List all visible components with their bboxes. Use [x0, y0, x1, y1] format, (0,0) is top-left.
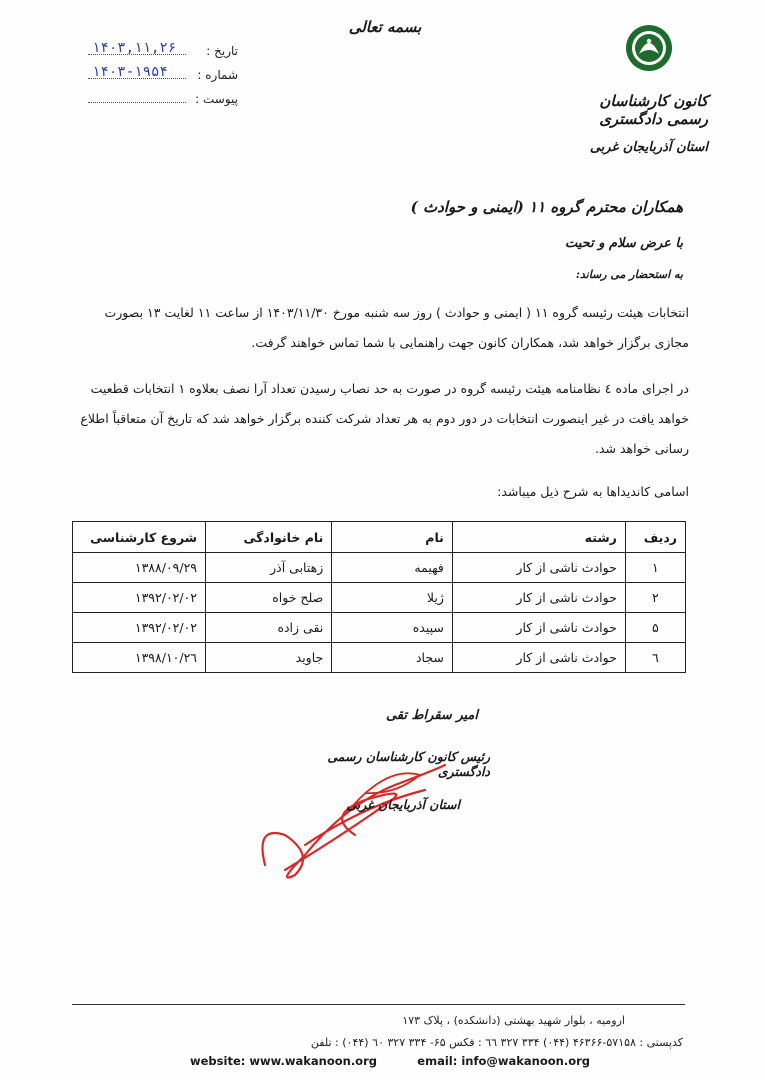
table-row: [73, 553, 686, 583]
date-row: [88, 40, 238, 64]
table-header-row: [73, 522, 686, 553]
candidates-table: [72, 521, 686, 673]
row-start-date: ۱۳۹۲/۰۲/۰۲: [73, 613, 206, 643]
footer-website: website: www.wakanoon.org: [190, 1054, 377, 1068]
table-row: [73, 643, 686, 673]
header-field: رشته: [452, 522, 625, 553]
row-last-name: جاوید: [206, 643, 332, 673]
signatory-province: استان آذربایجان غربی: [346, 797, 460, 812]
attachment-dots: [88, 102, 186, 103]
election-paragraph: انتخابات هیئت رئیسه گروه ۱۱ ( ایمنی و حوادث ) روز سه شنبه مورخ ۱۴۰۳/۱۱/۳۰ از ساعت ۱۱ لغایت ۱۳ بصورت مجازی برگزار خواهد شد، همکاران کانون جهت راهنمایی با شما تماس خواهند گرفت.: [104, 305, 689, 350]
row-start-date: ۱۳۹۸/۱۰/۲٦: [73, 643, 206, 673]
row-start-date: ۱۳۹۲/۰۲/۰۲: [73, 583, 206, 613]
org-name-line: کانون کارشناسان رسمی دادگستری: [599, 92, 708, 128]
header-start-date: شروع کارشناسی: [73, 522, 206, 553]
row-field: حوادث ناشی از کار: [452, 553, 625, 583]
row-number: ۱: [625, 553, 685, 583]
organization-name: [560, 92, 708, 155]
header-first-name: نام: [332, 522, 453, 553]
addressee-heading: همکاران محترم گروه ۱۱ (ایمنی و حوادث ): [410, 198, 683, 216]
row-field: حوادث ناشی از کار: [452, 583, 625, 613]
signatory-name: امیر سقراط تقی: [385, 708, 478, 723]
footer-address: ارومیه ، بلوار شهید بهشتی (دانشکده) ، پلاک ۱۷۳: [402, 1014, 625, 1027]
row-field: حوادث ناشی از کار: [452, 613, 625, 643]
footer-email: email: info@wakanoon.org: [417, 1054, 590, 1068]
organization-logo-icon: [625, 24, 673, 72]
row-number: ۵: [625, 613, 685, 643]
number-value: ۱۴۰۳-۱۹۵۴: [92, 64, 168, 80]
row-first-name: سجاد: [332, 643, 453, 673]
bylaw-paragraph: در اجرای ماده ٤ نظامنامه هیئت رئیسه گروه در صورت به حد نصاب رسیدن تعداد آرا نصف بعلاوه ۱ انتخابات قطعیت خواهد یافت در غیر اینصورت انتخابات در دور دوم به هر تعداد شرکت کننده برگزار خواهد شد که تاریخ آن متعاقباً اطلاع رسانی خواهد شد.: [80, 381, 689, 456]
row-field: حوادث ناشی از کار: [452, 643, 625, 673]
date-label: تاریخ :: [206, 44, 238, 58]
table-row: [73, 613, 686, 643]
org-province-line: استان آذربایجان غربی: [589, 140, 708, 155]
attachment-label: پیوست :: [195, 92, 238, 106]
footer-contact: کدپستی : ۵۷۱۵۸-۴۶۳۶۶ (۰۴۴) ۳۳۴ ۳۲۷ ٦٦ : فکس ۶۵- ۳۳۴ ۳۲۷ ٦۰ (۰۴۴) : تلفن: [310, 1036, 683, 1049]
row-first-name: سپیده: [332, 613, 453, 643]
number-label: شماره :: [197, 68, 238, 82]
letter-meta: [88, 40, 238, 112]
row-first-name: فهیمه: [332, 553, 453, 583]
footer-web-row: [190, 1054, 590, 1068]
number-row: [88, 64, 238, 88]
greeting-line: با عرض سلام و تحیت: [564, 236, 683, 251]
candidates-intro: اسامی کاندیداها به شرح ذیل میباشد:: [497, 484, 689, 499]
footer-divider: [72, 1004, 685, 1005]
row-number: ٦: [625, 643, 685, 673]
header-row-number: ردیف: [625, 522, 685, 553]
notice-line: به استحضار می رساند:: [575, 268, 683, 281]
row-last-name: زهتابی آذر: [206, 553, 332, 583]
signature-block: [310, 708, 490, 812]
row-last-name: صلح خواه: [206, 583, 332, 613]
attachment-row: [88, 88, 238, 112]
row-last-name: نقی زاده: [206, 613, 332, 643]
date-value: ۱۴۰۳,۱۱,۲۶: [92, 40, 177, 56]
row-first-name: ژیلا: [332, 583, 453, 613]
table-row: [73, 583, 686, 613]
row-start-date: ۱۳۸۸/۰۹/۲۹: [73, 553, 206, 583]
header-last-name: نام خانوادگی: [206, 522, 332, 553]
signatory-title: رئیس کانون کارشناسان رسمی دادگستری: [327, 749, 490, 779]
row-number: ۲: [625, 583, 685, 613]
bismillah-heading: بسمه تعالی: [348, 18, 422, 36]
